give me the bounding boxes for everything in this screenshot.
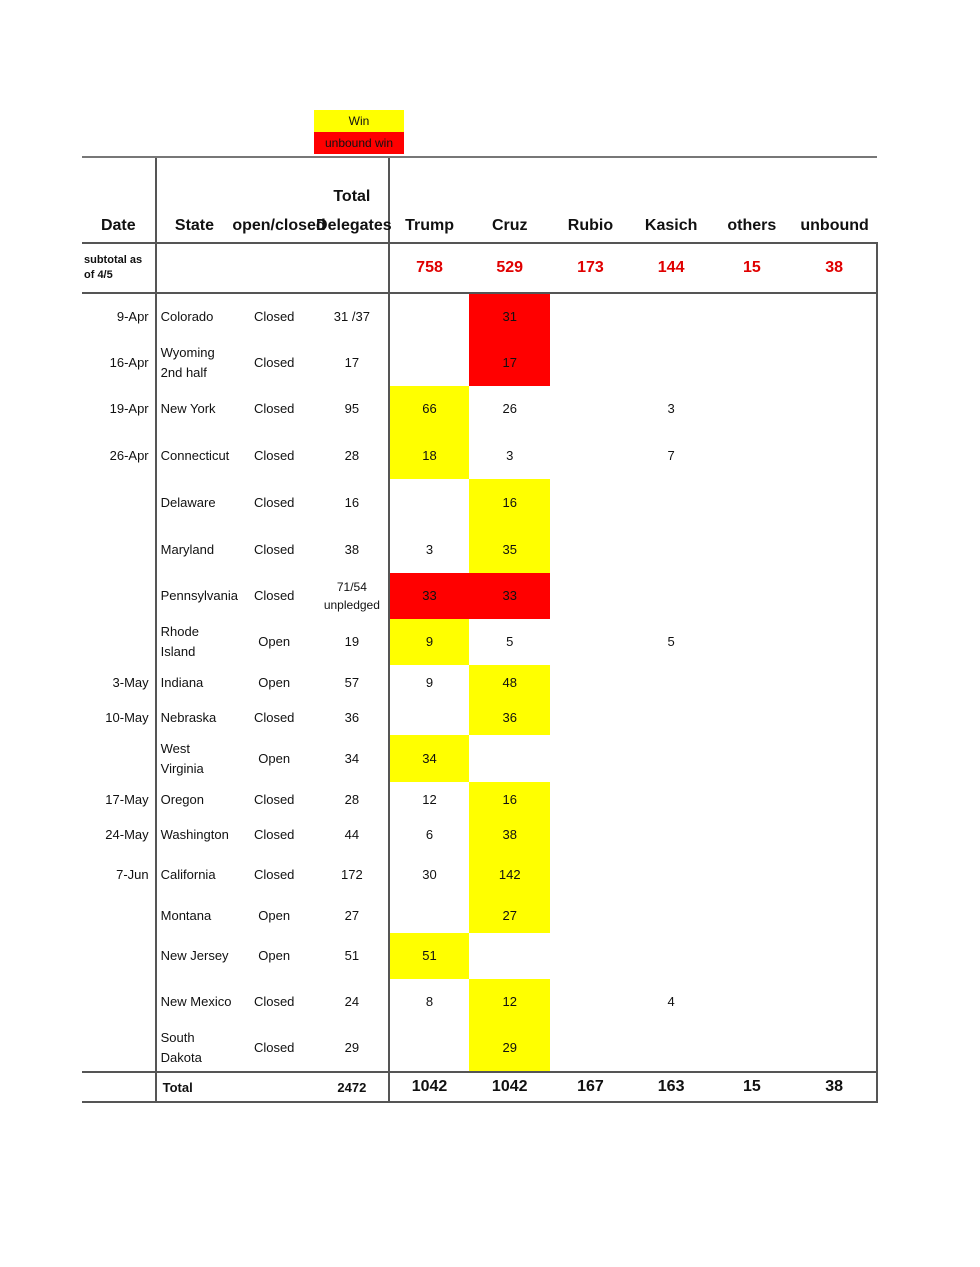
row-state: West Virginia — [156, 735, 233, 782]
row-others — [711, 432, 792, 479]
row-kasich — [631, 665, 712, 700]
row-kasich: 3 — [667, 401, 675, 416]
row-unbound — [792, 898, 877, 933]
row-total-delegates: 95 — [344, 401, 360, 416]
row-rubio — [550, 782, 631, 817]
state-row — [82, 386, 877, 432]
total-rubio: 167 — [550, 1072, 631, 1102]
subtotal-others: 15 — [711, 243, 792, 293]
row-others — [711, 817, 792, 852]
subtotal-oc-cell — [232, 243, 316, 293]
row-unbound — [792, 665, 877, 700]
row-others — [711, 479, 792, 526]
row-others — [711, 933, 792, 979]
row-total-delegates: 57 — [344, 674, 360, 690]
row-open-closed: Closed — [253, 354, 295, 370]
header-total-delegates: Total Delegates — [316, 157, 389, 243]
row-kasich: 7 — [667, 447, 675, 463]
subtotal-unbound: 38 — [792, 243, 877, 293]
row-state: Colorado — [156, 293, 233, 339]
row-unbound — [792, 1025, 877, 1072]
row-total-delegates: 71/54 unpledged — [323, 580, 380, 612]
row-total-delegates: 36 — [344, 709, 360, 725]
row-state: Wyoming 2nd half — [156, 339, 233, 386]
state-row — [82, 933, 877, 979]
row-total-delegates: 172 — [341, 867, 363, 882]
header-state: State — [156, 157, 233, 243]
row-total-delegates: 28 — [344, 791, 360, 807]
total-unbound: 38 — [792, 1072, 877, 1102]
row-kasich — [631, 339, 712, 386]
state-row — [82, 898, 877, 933]
subtotal-rubio: 173 — [550, 243, 631, 293]
state-row — [82, 817, 877, 852]
row-total-delegates: 44 — [344, 826, 360, 842]
subtotal-cruz: 529 — [469, 243, 550, 293]
row-date — [82, 979, 156, 1025]
row-trump: 33 — [389, 573, 470, 619]
row-cruz: 3 — [506, 447, 514, 463]
row-state: New Jersey — [156, 933, 233, 979]
state-row — [82, 339, 877, 386]
row-cruz — [469, 735, 550, 782]
row-open-closed: Closed — [253, 541, 295, 557]
row-cruz: 33 — [469, 573, 550, 619]
row-trump — [389, 1025, 470, 1072]
row-trump — [389, 700, 470, 735]
row-trump — [389, 293, 470, 339]
row-unbound — [792, 979, 877, 1025]
row-kasich — [631, 293, 712, 339]
total-date-cell — [82, 1072, 156, 1102]
row-kasich — [631, 852, 712, 898]
row-rubio — [550, 700, 631, 735]
row-cruz: 35 — [469, 526, 550, 573]
row-state: Connecticut — [156, 432, 233, 479]
row-rubio — [550, 1025, 631, 1072]
row-trump: 66 — [389, 386, 470, 432]
row-rubio — [550, 979, 631, 1025]
row-unbound — [792, 700, 877, 735]
row-unbound — [792, 852, 877, 898]
row-trump — [389, 898, 470, 933]
row-date: 10-May — [105, 709, 149, 725]
total-row — [82, 1072, 877, 1102]
state-row — [82, 293, 877, 339]
total-label: Total — [156, 1072, 233, 1102]
state-row — [82, 665, 877, 700]
row-state: Montana — [156, 898, 233, 933]
row-rubio — [550, 386, 631, 432]
row-others — [711, 526, 792, 573]
row-kasich — [631, 526, 712, 573]
row-rubio — [550, 933, 631, 979]
subtotal-row — [82, 243, 877, 293]
row-kasich: 4 — [667, 994, 675, 1009]
row-open-closed: Closed — [253, 1040, 295, 1055]
row-date: 26-Apr — [109, 447, 149, 463]
delegate-table-container — [82, 156, 878, 1103]
row-trump — [389, 479, 470, 526]
state-row — [82, 432, 877, 479]
row-open-closed: Open — [258, 948, 291, 963]
row-state: Washington — [156, 817, 233, 852]
row-trump: 8 — [389, 979, 470, 1025]
row-total-delegates: 38 — [344, 541, 360, 557]
row-date — [82, 735, 156, 782]
row-others — [711, 898, 792, 933]
row-cruz: 31 — [469, 293, 550, 339]
row-state: Rhode Island — [156, 619, 233, 665]
row-others — [711, 339, 792, 386]
subtotal-trump: 758 — [389, 243, 470, 293]
state-row — [82, 526, 877, 573]
subtotal-state-cell — [156, 243, 233, 293]
row-others — [711, 782, 792, 817]
total-others: 15 — [711, 1072, 792, 1102]
row-kasich — [631, 479, 712, 526]
row-open-closed: Open — [258, 674, 291, 690]
row-date: 16-Apr — [109, 354, 149, 370]
row-trump: 9 — [389, 619, 470, 665]
header-unbound: unbound — [792, 157, 877, 243]
delegate-table — [82, 156, 878, 1103]
row-kasich — [631, 1025, 712, 1072]
row-open-closed: Closed — [253, 826, 295, 842]
row-unbound — [792, 293, 877, 339]
row-date: 24-May — [105, 826, 149, 842]
row-others — [711, 700, 792, 735]
row-unbound — [792, 339, 877, 386]
row-cruz: 26 — [502, 401, 517, 416]
row-rubio — [550, 735, 631, 782]
row-trump: 12 — [389, 782, 470, 817]
row-date: 7-Jun — [116, 867, 149, 882]
row-open-closed: Open — [258, 634, 291, 649]
row-date — [82, 1025, 156, 1072]
row-kasich — [631, 933, 712, 979]
row-open-closed: Closed — [253, 494, 295, 510]
row-cruz: 27 — [469, 898, 550, 933]
row-total-delegates: 29 — [344, 1040, 360, 1055]
row-unbound — [792, 619, 877, 665]
total-cruz: 1042 — [469, 1072, 550, 1102]
row-total-delegates: 16 — [344, 494, 360, 510]
row-cruz: 16 — [469, 479, 550, 526]
row-others — [711, 573, 792, 619]
row-date — [82, 619, 156, 665]
row-open-closed: Closed — [253, 709, 295, 725]
color-legend — [314, 110, 404, 154]
row-kasich — [631, 735, 712, 782]
row-state: California — [156, 852, 233, 898]
row-others — [711, 979, 792, 1025]
header-cruz: Cruz — [469, 157, 550, 243]
row-total-delegates: 28 — [344, 447, 360, 463]
row-date — [82, 898, 156, 933]
subtotal-total-cell — [316, 243, 389, 293]
row-state: Delaware — [156, 479, 233, 526]
row-rubio — [550, 479, 631, 526]
row-date: 19-Apr — [109, 401, 149, 416]
row-state: Pennsylvania — [156, 573, 233, 619]
row-date: 17-May — [105, 791, 149, 807]
row-kasich — [631, 898, 712, 933]
row-others — [711, 665, 792, 700]
row-open-closed: Closed — [253, 588, 295, 603]
row-date — [82, 933, 156, 979]
row-unbound — [792, 386, 877, 432]
row-kasich — [631, 700, 712, 735]
state-row — [82, 479, 877, 526]
row-trump: 34 — [389, 735, 470, 782]
header-others: others — [711, 157, 792, 243]
row-state: Nebraska — [156, 700, 233, 735]
legend-unbound-win: unbound win — [314, 132, 404, 154]
row-others — [711, 293, 792, 339]
row-open-closed: Closed — [253, 791, 295, 807]
row-open-closed: Closed — [253, 867, 295, 882]
state-row — [82, 1025, 877, 1072]
row-date — [82, 573, 156, 619]
row-trump: 3 — [389, 526, 470, 573]
row-state: New Mexico — [156, 979, 233, 1025]
state-row — [82, 700, 877, 735]
row-others — [711, 386, 792, 432]
header-open-closed: open/closed — [232, 157, 316, 243]
state-row — [82, 573, 877, 619]
row-unbound — [792, 933, 877, 979]
header-trump: Trump — [389, 157, 470, 243]
subtotal-kasich: 144 — [631, 243, 712, 293]
row-unbound — [792, 479, 877, 526]
subtotal-label: subtotal as of 4/5 — [82, 243, 156, 293]
row-trump: 6 — [389, 817, 470, 852]
row-trump — [389, 339, 470, 386]
total-oc-cell — [232, 1072, 316, 1102]
legend-win: Win — [314, 110, 404, 132]
row-total-delegates: 19 — [344, 634, 360, 649]
state-rows — [82, 293, 877, 1072]
row-unbound — [792, 735, 877, 782]
row-others — [711, 735, 792, 782]
row-date — [82, 526, 156, 573]
row-total-delegates: 34 — [344, 750, 360, 766]
row-date: 9-Apr — [116, 308, 149, 324]
row-rubio — [550, 665, 631, 700]
row-rubio — [550, 817, 631, 852]
row-kasich — [631, 573, 712, 619]
row-rubio — [550, 619, 631, 665]
state-row — [82, 735, 877, 782]
row-date: 3-May — [112, 674, 149, 690]
row-cruz: 142 — [469, 852, 550, 898]
row-unbound — [792, 782, 877, 817]
row-state: New York — [156, 386, 233, 432]
row-cruz: 48 — [469, 665, 550, 700]
row-trump: 18 — [389, 432, 470, 479]
header-rubio: Rubio — [550, 157, 631, 243]
row-open-closed: Open — [258, 750, 291, 766]
row-trump: 9 — [389, 665, 470, 700]
row-total-delegates: 17 — [344, 354, 360, 370]
row-cruz: 29 — [469, 1025, 550, 1072]
row-trump: 30 — [389, 852, 470, 898]
total-kasich: 163 — [631, 1072, 712, 1102]
state-row — [82, 782, 877, 817]
header-date: Date — [82, 157, 156, 243]
row-cruz — [469, 933, 550, 979]
row-kasich — [631, 817, 712, 852]
header-row — [82, 157, 877, 243]
row-unbound — [792, 817, 877, 852]
row-date — [82, 479, 156, 526]
row-unbound — [792, 573, 877, 619]
row-cruz: 5 — [506, 634, 514, 649]
row-unbound — [792, 526, 877, 573]
row-rubio — [550, 573, 631, 619]
row-open-closed: Closed — [253, 308, 295, 324]
row-open-closed: Closed — [253, 994, 295, 1009]
row-state: Oregon — [156, 782, 233, 817]
row-cruz: 36 — [469, 700, 550, 735]
row-rubio — [550, 526, 631, 573]
row-others — [711, 619, 792, 665]
row-others — [711, 852, 792, 898]
state-row — [82, 619, 877, 665]
row-trump: 51 — [389, 933, 470, 979]
row-rubio — [550, 432, 631, 479]
row-rubio — [550, 898, 631, 933]
row-state: Maryland — [156, 526, 233, 573]
row-rubio — [550, 852, 631, 898]
total-delegates: 2472 — [316, 1072, 389, 1102]
row-open-closed: Open — [258, 907, 291, 923]
row-state: Indiana — [156, 665, 233, 700]
row-cruz: 12 — [469, 979, 550, 1025]
row-unbound — [792, 432, 877, 479]
row-kasich — [631, 782, 712, 817]
state-row — [82, 979, 877, 1025]
row-open-closed: Closed — [253, 401, 295, 416]
total-trump: 1042 — [389, 1072, 470, 1102]
row-cruz: 38 — [469, 817, 550, 852]
row-open-closed: Closed — [253, 447, 295, 463]
row-total-delegates: 51 — [344, 948, 360, 963]
row-cruz: 17 — [469, 339, 550, 386]
row-others — [711, 1025, 792, 1072]
row-total-delegates: 31 /37 — [333, 308, 370, 324]
row-rubio — [550, 293, 631, 339]
row-kasich: 5 — [667, 634, 675, 649]
row-total-delegates: 24 — [344, 994, 360, 1009]
state-row — [82, 852, 877, 898]
row-total-delegates: 27 — [344, 907, 360, 923]
row-cruz: 16 — [469, 782, 550, 817]
header-kasich: Kasich — [631, 157, 712, 243]
row-rubio — [550, 339, 631, 386]
row-state: South Dakota — [156, 1025, 233, 1072]
